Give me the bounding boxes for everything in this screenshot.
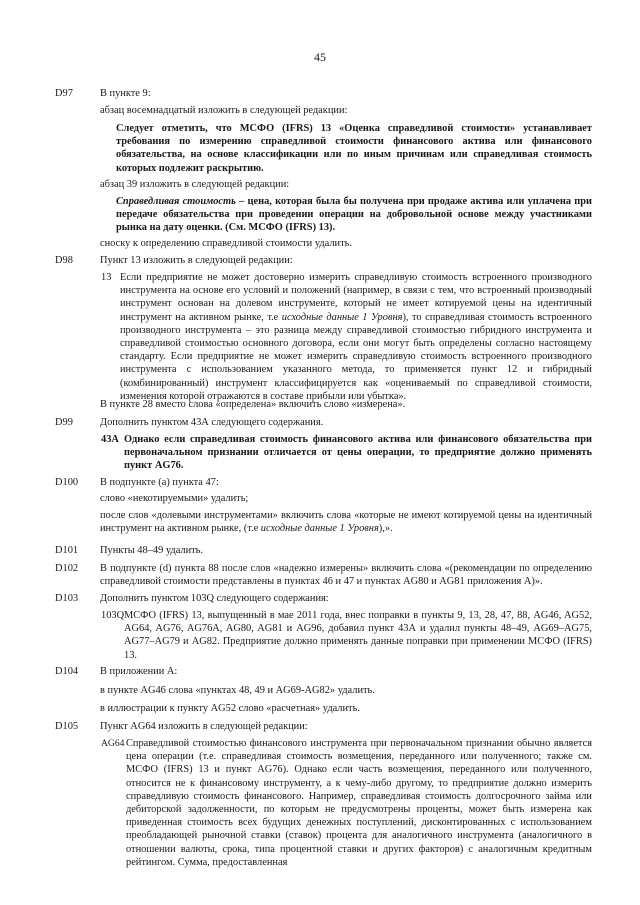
section-head-d98: Пункт 13 изложить в следующей редакции: xyxy=(100,255,293,266)
section-head-d104: В приложении А: xyxy=(100,666,178,677)
section-code-d103: D103 xyxy=(55,593,79,604)
paragraph-number-43a: 43A xyxy=(101,434,119,445)
d97-quote-2 xyxy=(116,195,592,235)
section-code-d100: D100 xyxy=(55,477,79,488)
paragraph-13-text-b: ), то справедливая стоимость встроенного производного инструмента – это разница между справедливой стоимостью гибридного инструмента и справедливой стоимостью основного договора, если они могут быть определены согласно настоящему стандарту. Если предприятие не может измерить справедливую стоимость встроенного производного инструмента с использованием указанного метода, то применяется пункт 12 и гибридный (комбинированный) инструмент классифицируется как «оцениваемый по справедливой стоимости, изменения которой отражаются в составе прибыли или убытка». xyxy=(120,311,593,402)
d97-line-2: абзац 39 изложить в следующей редакции: xyxy=(100,179,290,190)
d97-line-3: сноску к определению справедливой стоимости удалить. xyxy=(100,238,352,249)
d97-quote-1: Следует отметить, что МСФО (IFRS) 13 «Оценка справедливой стоимости» устанавливает требования по измерению справедливой стоимости финансового актива или финансового обязательства, на основе классификации или по иным причинам или справедливая стоимость которых подлежит раскрытию. xyxy=(116,123,592,174)
page-number: 45 xyxy=(314,50,326,64)
d97-line-1: абзац восемнадцатый изложить в следующей редакции: xyxy=(100,105,348,116)
section-head-d105: Пункт AG64 изложить в следующей редакции: xyxy=(100,721,308,732)
paragraph-number-103q: 103Q xyxy=(101,610,125,621)
section-head-d97: В пункте 9: xyxy=(100,88,151,99)
d97-quote-2-rest: – цена, которая была бы получена при продаже актива или уплачена при передаче обязательства при проведении операции на добровольной основе между участниками рынка на дату оценки. (См. МСФО (IFRS) 13). xyxy=(116,196,592,234)
section-head-d101: Пункты 48–49 удалить. xyxy=(100,545,204,556)
section-code-d99: D99 xyxy=(55,417,73,428)
section-code-d104: D104 xyxy=(55,666,79,677)
paragraph-number-13: 13 xyxy=(101,272,112,283)
section-head-d100: В подпункте (а) пункта 47: xyxy=(100,477,219,488)
d97-quote-2-term: Справедливая стоимость xyxy=(116,196,236,207)
d98-after: В пункте 28 вместо слова «определена» включить слово «измерена». xyxy=(100,399,406,410)
paragraph-13-text-a: Если предприятие не может достоверно измерить справедливую стоимость встроенного производного инструмента на основе его условий и положений (например, в связи с тем, что встроенный производный инструмент основан на долевом инструменте, который не имеет котируемой цены на идентичный инструмент на активном рынке, т.е xyxy=(120,272,592,323)
d104-line-2: в иллюстрации к пункту AG52 слово «расчетная» удалить. xyxy=(100,703,360,714)
d100-line-2-a: после слов «долевыми инструментами» включить слова «которые не имеют котируемой цены на идентичный инструмент на активном рынке, (т.е xyxy=(100,510,592,535)
paragraph-number-ag64: AG64 xyxy=(101,738,125,749)
paragraph-13-italic: исходные данные 1 Уровня xyxy=(281,311,403,323)
section-code-d105: D105 xyxy=(55,721,79,732)
d100-line-1: слово «некотируемыми» удалить; xyxy=(100,493,249,504)
d104-line-1: в пункте AG46 слова «пунктах 48, 49 и AG69-AG82» удалить. xyxy=(100,685,375,696)
section-code-d101: D101 xyxy=(55,545,79,556)
paragraph-43a-text: Однако если справедливая стоимость финансового актива или финансового обязательства при первоначальном признании отличается от цены операции, то предприятие должно применять пункт AG76. xyxy=(124,434,592,472)
section-code-d97: D97 xyxy=(55,88,73,99)
section-head-d103: Дополнить пунктом 103Q следующего содержания: xyxy=(100,593,329,604)
paragraph-ag64-text: Справедливой стоимостью финансового инструмента при первоначальном признании обычно является цена операции (т.е. справедливая стоимость возмещения, переданного или полученного; также см. МСФО (IFRS) 13 и пункт AG76). Однако если часть возмещения, переданного или полученного, относится не к финансовому инструменту, а к чему-либо другому, то предприятие должно измерить справедливую стоимость финансового. Например, справедливая стоимость долгосрочного займа или дебиторской задолженности, по которым не предусмотрены проценты, может быть измерена как приведенная стоимость всех будущих денежных поступлений, дисконтированных с использованием преобладающей рыночной ставки (ставок) процента для аналогичного инструмента (аналогичного в отношении валюты, срока, типа процентной ставки и других факторов) с аналогичным кредитным рейтингом. Сумма, предоставленная xyxy=(126,738,592,868)
section-head-d102: В подпункте (d) пункта 88 после слов «надежно измерены» включить слова «(рекомендации по определению справедливой стоимости представлены в пунктах 46 и 47 и пунктах AG80 и AG81 приложения А)». xyxy=(100,563,592,588)
d100-line-2 xyxy=(100,509,592,535)
d100-line-2-italic: исходные данные 1 Уровня xyxy=(260,523,379,535)
section-head-d99: Дополнить пунктом 43А следующего содержания. xyxy=(100,417,324,428)
section-code-d98: D98 xyxy=(55,255,73,266)
paragraph-103q-text: МСФО (IFRS) 13, выпущенный в мае 2011 года, внес поправки в пункты 9, 13, 28, 47, 88, AG46, AG52, AG64, AG76, AG76A, AG80, AG81 и AG96, добавил пункт 43А и удалил пункты 48–49, AG69–AG75, AG77–AG79 и AG82. Предприятие должно применять данные поправки при применении МСФО (IFRS) 13. xyxy=(124,610,592,661)
d100-line-2-b: ),». xyxy=(378,523,393,535)
section-code-d102: D102 xyxy=(55,563,79,574)
paragraph-13-text xyxy=(120,271,592,403)
